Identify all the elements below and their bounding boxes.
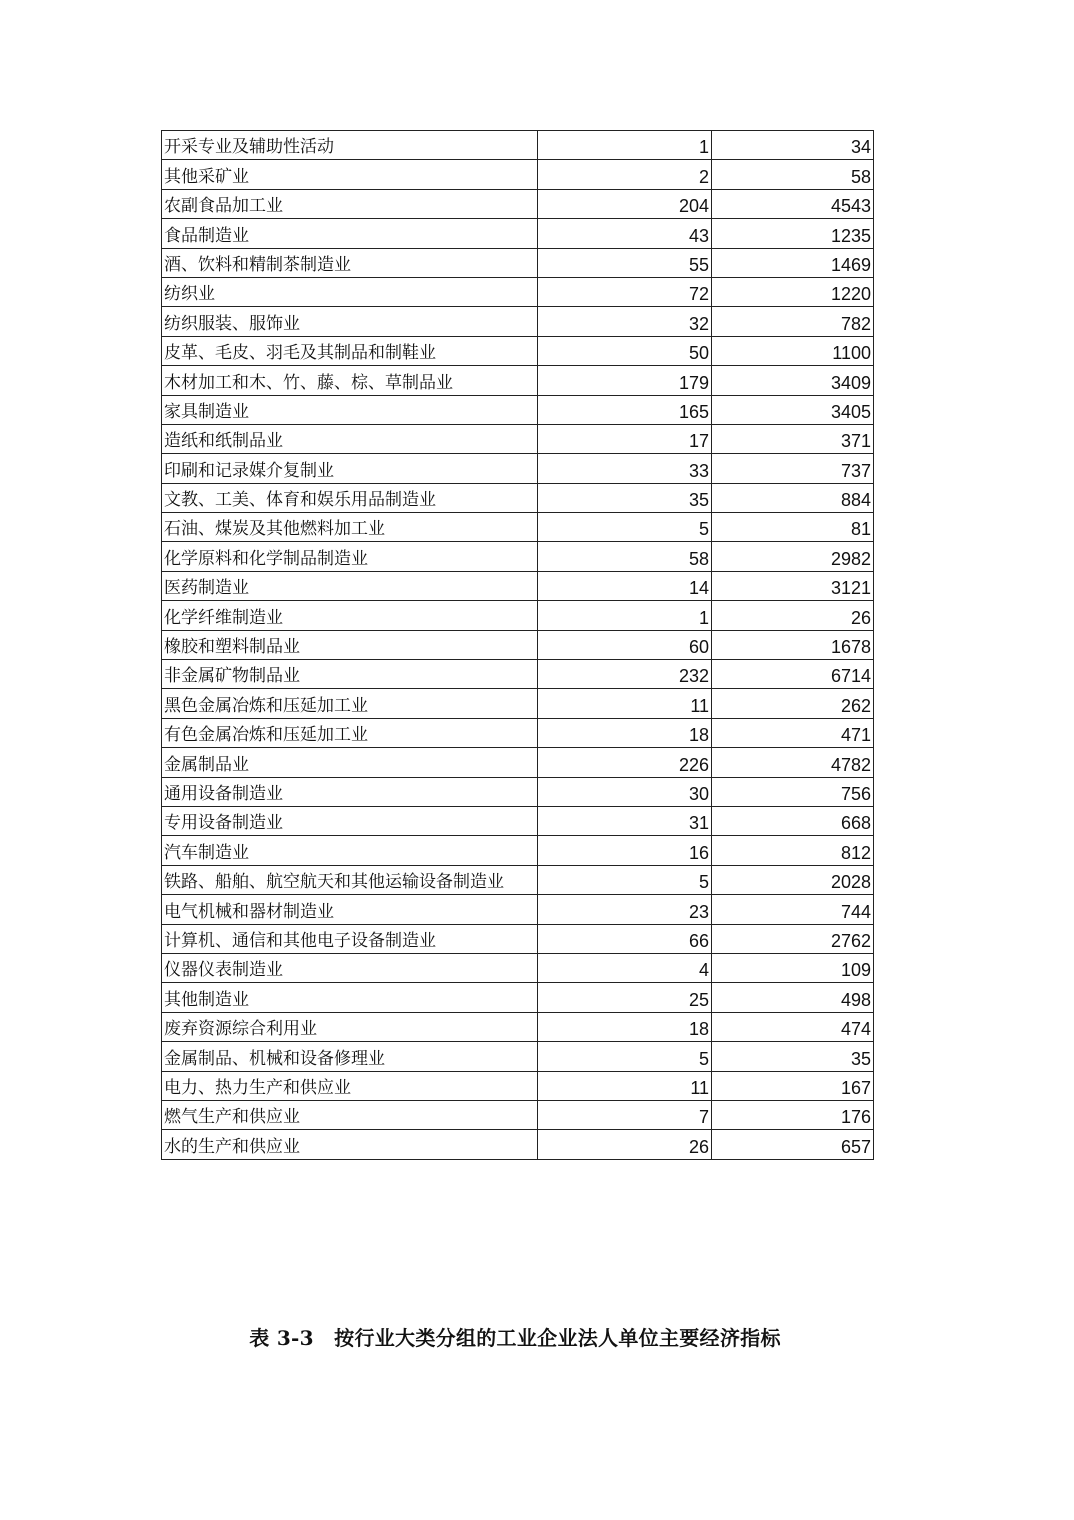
table-row: [162, 131, 874, 160]
table-row: [162, 1100, 874, 1129]
table-caption: 表 3-3 按行业大类分组的工业企业法人单位主要经济指标: [249, 1326, 781, 1350]
value-cell-2: 3405: [712, 395, 874, 424]
table-row: [162, 601, 874, 630]
table-row: [162, 160, 874, 189]
value-cell-2: 2028: [712, 865, 874, 894]
industry-name-cell: 燃气生产和供应业: [162, 1100, 538, 1129]
value-cell-2: 3121: [712, 571, 874, 600]
industry-name-cell: 黑色金属冶炼和压延加工业: [162, 689, 538, 718]
table-row: [162, 806, 874, 835]
table-row: [162, 307, 874, 336]
industry-name-cell: 农副食品加工业: [162, 189, 538, 218]
value-cell-2: 371: [712, 424, 874, 453]
value-cell-1: 14: [538, 571, 712, 600]
value-cell-2: 1220: [712, 277, 874, 306]
value-cell-2: 498: [712, 983, 874, 1012]
table-body: [162, 131, 874, 1160]
table-row: [162, 277, 874, 306]
value-cell-2: 262: [712, 689, 874, 718]
value-cell-1: 58: [538, 542, 712, 571]
value-cell-1: 226: [538, 748, 712, 777]
value-cell-1: 18: [538, 718, 712, 747]
industry-name-cell: 通用设备制造业: [162, 777, 538, 806]
industry-name-cell: 计算机、通信和其他电子设备制造业: [162, 924, 538, 953]
value-cell-1: 66: [538, 924, 712, 953]
table-row: [162, 424, 874, 453]
table-row: [162, 836, 874, 865]
value-cell-2: 782: [712, 307, 874, 336]
value-cell-1: 26: [538, 1130, 712, 1159]
industry-name-cell: 食品制造业: [162, 219, 538, 248]
value-cell-2: 26: [712, 601, 874, 630]
industry-name-cell: 电力、热力生产和供应业: [162, 1071, 538, 1100]
table-row: [162, 1071, 874, 1100]
value-cell-2: 81: [712, 513, 874, 542]
table-row: [162, 454, 874, 483]
value-cell-1: 165: [538, 395, 712, 424]
value-cell-1: 11: [538, 1071, 712, 1100]
industry-name-cell: 印刷和记录媒介复制业: [162, 454, 538, 483]
value-cell-2: 6714: [712, 660, 874, 689]
value-cell-2: 167: [712, 1071, 874, 1100]
industry-name-cell: 文教、工美、体育和娱乐用品制造业: [162, 483, 538, 512]
industry-name-cell: 造纸和纸制品业: [162, 424, 538, 453]
table-row: [162, 1012, 874, 1041]
industry-name-cell: 有色金属冶炼和压延加工业: [162, 718, 538, 747]
value-cell-1: 72: [538, 277, 712, 306]
value-cell-1: 55: [538, 248, 712, 277]
table-row: [162, 1130, 874, 1159]
table-row: [162, 366, 874, 395]
table-row: [162, 542, 874, 571]
industry-name-cell: 非金属矿物制品业: [162, 660, 538, 689]
value-cell-2: 2982: [712, 542, 874, 571]
table-row: [162, 983, 874, 1012]
value-cell-1: 23: [538, 895, 712, 924]
value-cell-2: 744: [712, 895, 874, 924]
value-cell-1: 50: [538, 336, 712, 365]
value-cell-1: 204: [538, 189, 712, 218]
table-row: [162, 777, 874, 806]
table-row: [162, 660, 874, 689]
table-row: [162, 953, 874, 982]
value-cell-1: 16: [538, 836, 712, 865]
value-cell-2: 4543: [712, 189, 874, 218]
value-cell-1: 25: [538, 983, 712, 1012]
industry-name-cell: 金属制品业: [162, 748, 538, 777]
industry-name-cell: 专用设备制造业: [162, 806, 538, 835]
value-cell-1: 31: [538, 806, 712, 835]
value-cell-2: 2762: [712, 924, 874, 953]
table-row: [162, 1042, 874, 1071]
table-row: [162, 924, 874, 953]
value-cell-1: 43: [538, 219, 712, 248]
industry-name-cell: 废弃资源综合利用业: [162, 1012, 538, 1041]
industry-name-cell: 铁路、船舶、航空航天和其他运输设备制造业: [162, 865, 538, 894]
value-cell-1: 232: [538, 660, 712, 689]
industry-data-table: [161, 130, 874, 1160]
industry-name-cell: 纺织服装、服饰业: [162, 307, 538, 336]
industry-name-cell: 汽车制造业: [162, 836, 538, 865]
table-row: [162, 895, 874, 924]
value-cell-1: 1: [538, 131, 712, 160]
value-cell-1: 17: [538, 424, 712, 453]
industry-name-cell: 其他采矿业: [162, 160, 538, 189]
value-cell-1: 1: [538, 601, 712, 630]
value-cell-1: 35: [538, 483, 712, 512]
industry-name-cell: 酒、饮料和精制茶制造业: [162, 248, 538, 277]
industry-name-cell: 电气机械和器材制造业: [162, 895, 538, 924]
table-row: [162, 219, 874, 248]
value-cell-2: 474: [712, 1012, 874, 1041]
value-cell-1: 5: [538, 865, 712, 894]
value-cell-1: 32: [538, 307, 712, 336]
industry-name-cell: 化学纤维制造业: [162, 601, 538, 630]
value-cell-2: 58: [712, 160, 874, 189]
industry-name-cell: 金属制品、机械和设备修理业: [162, 1042, 538, 1071]
value-cell-2: 668: [712, 806, 874, 835]
value-cell-1: 30: [538, 777, 712, 806]
industry-name-cell: 水的生产和供应业: [162, 1130, 538, 1159]
value-cell-1: 4: [538, 953, 712, 982]
industry-name-cell: 开采专业及辅助性活动: [162, 131, 538, 160]
value-cell-1: 33: [538, 454, 712, 483]
value-cell-1: 5: [538, 1042, 712, 1071]
value-cell-2: 35: [712, 1042, 874, 1071]
table-row: [162, 513, 874, 542]
industry-name-cell: 家具制造业: [162, 395, 538, 424]
value-cell-1: 60: [538, 630, 712, 659]
value-cell-2: 812: [712, 836, 874, 865]
table-row: [162, 748, 874, 777]
industry-name-cell: 橡胶和塑料制品业: [162, 630, 538, 659]
table-row: [162, 865, 874, 894]
value-cell-2: 756: [712, 777, 874, 806]
industry-name-cell: 皮革、毛皮、羽毛及其制品和制鞋业: [162, 336, 538, 365]
value-cell-2: 34: [712, 131, 874, 160]
table-row: [162, 571, 874, 600]
value-cell-2: 1678: [712, 630, 874, 659]
table-row: [162, 630, 874, 659]
industry-name-cell: 木材加工和木、竹、藤、棕、草制品业: [162, 366, 538, 395]
value-cell-1: 2: [538, 160, 712, 189]
table-row: [162, 248, 874, 277]
table-row: [162, 483, 874, 512]
value-cell-2: 176: [712, 1100, 874, 1129]
value-cell-1: 5: [538, 513, 712, 542]
value-cell-2: 1235: [712, 219, 874, 248]
value-cell-2: 1100: [712, 336, 874, 365]
value-cell-2: 3409: [712, 366, 874, 395]
table-row: [162, 189, 874, 218]
value-cell-1: 11: [538, 689, 712, 718]
industry-name-cell: 化学原料和化学制品制造业: [162, 542, 538, 571]
value-cell-2: 109: [712, 953, 874, 982]
industry-name-cell: 其他制造业: [162, 983, 538, 1012]
table-row: [162, 395, 874, 424]
value-cell-2: 471: [712, 718, 874, 747]
value-cell-2: 4782: [712, 748, 874, 777]
value-cell-2: 884: [712, 483, 874, 512]
industry-name-cell: 纺织业: [162, 277, 538, 306]
table-row: [162, 689, 874, 718]
table-row: [162, 718, 874, 747]
value-cell-1: 7: [538, 1100, 712, 1129]
value-cell-1: 18: [538, 1012, 712, 1041]
value-cell-2: 737: [712, 454, 874, 483]
industry-name-cell: 仪器仪表制造业: [162, 953, 538, 982]
table-row: [162, 336, 874, 365]
industry-name-cell: 医药制造业: [162, 571, 538, 600]
value-cell-2: 1469: [712, 248, 874, 277]
value-cell-1: 179: [538, 366, 712, 395]
value-cell-2: 657: [712, 1130, 874, 1159]
industry-name-cell: 石油、煤炭及其他燃料加工业: [162, 513, 538, 542]
